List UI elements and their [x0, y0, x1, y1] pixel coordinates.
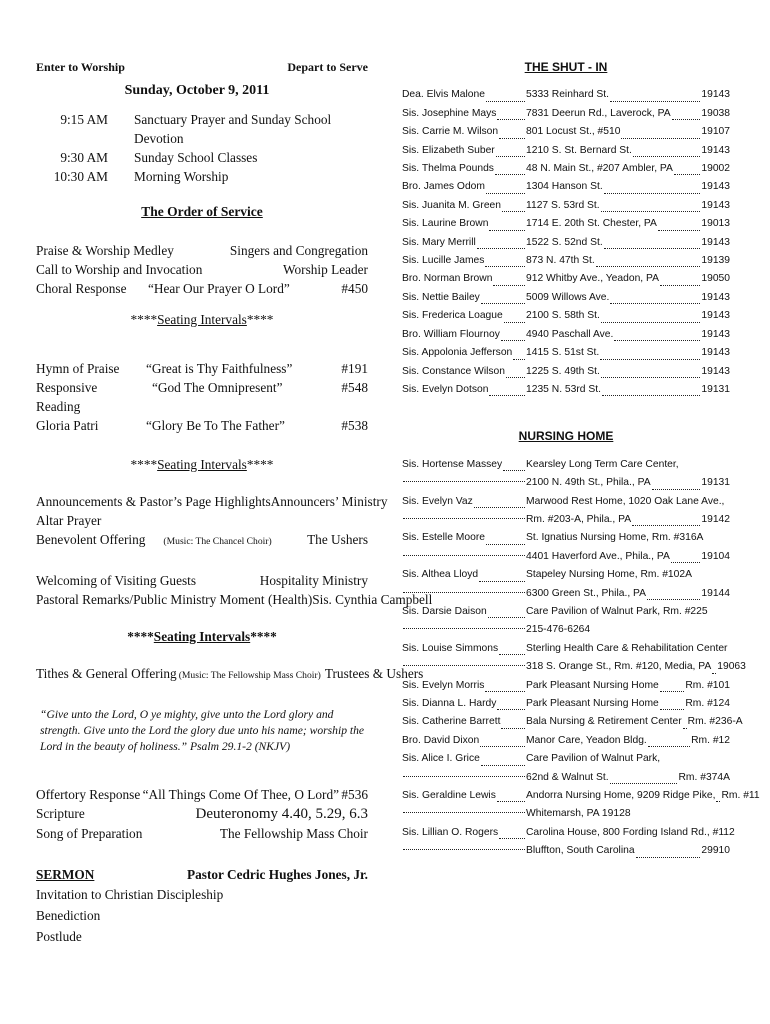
list-item	[402, 474, 730, 492]
member-zip: 19143	[701, 347, 730, 359]
member-zip: 19144	[701, 587, 730, 599]
bulletin-header	[36, 58, 368, 77]
member-zip: 19143	[701, 365, 730, 377]
member-zip: Rm. #374A	[678, 771, 730, 783]
list-item	[402, 215, 730, 233]
list-item	[402, 750, 730, 768]
member-zip: 19038	[701, 107, 730, 119]
member-name: Bro. James Odom	[402, 181, 485, 193]
member-address: 1522 S. 52nd St.	[526, 236, 603, 248]
member-address: 62nd & Walnut St.	[526, 771, 609, 783]
member-address: Rm. #203-A, Phila., PA	[526, 513, 632, 525]
list-item	[402, 307, 730, 325]
program-item: Hymn of Praise “Great is Thy Faithfulness” #191	[36, 361, 368, 376]
member-address: 1304 Hanson St.	[526, 181, 603, 193]
member-address: 1127 S. 53rd St.	[526, 199, 600, 211]
member-address: Kearsley Long Term Care Center,	[526, 458, 679, 470]
nursing-home-list	[402, 456, 760, 861]
scripture-quote: “Give unto the Lord, O ye mighty, give unto the Lord glory and strength. Give unto the Lord the glory due unto his name; worship the Lord in the beauty of holiness.” Psalm 29.1-2 (NKJV)	[40, 708, 365, 753]
member-address: 5009 Willows Ave.	[526, 291, 610, 303]
list-item	[402, 621, 730, 639]
program-item: Invitation to Christian Discipleship	[36, 887, 224, 902]
shut-in-column	[402, 58, 760, 861]
program-item: Call to Worship and Invocation Worship Leader	[36, 262, 368, 277]
list-item	[402, 511, 730, 529]
order-title: The Order of Service	[141, 204, 263, 219]
list-item	[402, 344, 730, 362]
member-address: 1235 N. 53rd St.	[526, 383, 601, 395]
member-address: Park Pleasant Nursing Home	[526, 679, 659, 691]
list-item	[402, 787, 760, 805]
shut-in-list	[402, 86, 730, 399]
member-address: 318 S. Orange St., Rm. #120, Media, PA	[526, 661, 712, 673]
member-name: Sis. Lucille James	[402, 255, 485, 267]
member-address: Stapeley Nursing Home, Rm. #102A	[526, 569, 692, 581]
member-name: Sis. Evelyn Vaz	[402, 495, 473, 507]
member-zip: 19131	[701, 477, 730, 489]
seating-interval: ****Seating Intervals****	[127, 629, 277, 644]
list-item	[402, 197, 730, 215]
member-name: Sis. Geraldine Lewis	[402, 790, 496, 802]
program-item: Song of Preparation The Fellowship Mass Choir	[36, 826, 368, 841]
member-name: Sis. Thelma Pounds	[402, 163, 494, 175]
schedule-time: 10:30 AM	[53, 169, 108, 184]
member-zip: Rm. #12	[691, 734, 730, 746]
member-name: Sis. Darsie Daison	[402, 605, 487, 617]
list-item	[402, 805, 730, 823]
member-name: Sis. Louise Simmons	[402, 642, 499, 654]
member-zip: 19143	[701, 328, 730, 340]
member-zip: 19139	[701, 255, 730, 267]
list-item	[402, 252, 730, 270]
member-address: 48 N. Main St., #207 Ambler, PA	[526, 163, 673, 175]
list-item	[402, 363, 730, 381]
member-name: Sis. Frederica Loague	[402, 310, 503, 322]
schedule-time: 9:30 AM	[60, 150, 108, 165]
member-zip: 19143	[701, 89, 730, 101]
seating-interval: ****Seating Intervals****	[130, 457, 274, 472]
member-name: Sis. Catherine Barrett	[402, 716, 501, 728]
member-zip: 19107	[701, 126, 730, 138]
member-zip: 19002	[701, 163, 730, 175]
program-item: Announcements & Pastor’s Page Highlights Announcers’ Ministry	[36, 494, 388, 509]
service-date: Sunday, October 9, 2011	[124, 83, 270, 98]
member-name: Bro. William Flournoy	[402, 328, 500, 340]
list-item	[402, 658, 746, 676]
enter-to-worship: Enter to Worship	[36, 60, 125, 74]
member-address: 873 N. 47th St.	[526, 255, 595, 267]
member-name: Sis. Estelle Moore	[402, 532, 485, 544]
member-name: Sis. Juanita M. Green	[402, 199, 502, 211]
list-item	[402, 178, 730, 196]
member-name: Dea. Elvis Malone	[402, 89, 485, 101]
member-zip: 19143	[701, 291, 730, 303]
member-address: 1225 S. 49th St.	[526, 365, 600, 377]
member-address: 6300 Green St., Phila., PA	[526, 587, 647, 599]
seating-interval: ****Seating Intervals****	[130, 312, 274, 327]
member-address: 912 Whitby Ave., Yeadon, PA	[526, 273, 660, 285]
program-item: Altar Prayer	[36, 513, 102, 528]
member-address: Marwood Rest Home, 1020 Oak Lane Ave.,	[526, 495, 725, 507]
member-address: 801 Locust St., #510	[526, 126, 621, 138]
member-address: 215-476-6264	[526, 624, 591, 636]
member-address: Care Pavilion of Walnut Park,	[526, 753, 661, 765]
list-item	[402, 824, 735, 842]
list-item	[402, 713, 743, 731]
member-address: Andorra Nursing Home, 9209 Ridge Pike,	[526, 790, 716, 802]
member-zip: 19143	[701, 236, 730, 248]
program-item: Responsive Reading “God The Omnipresent” #548	[36, 380, 368, 414]
program-item: Scripture Deuteronomy 4.40, 5.29, 6.3	[36, 806, 368, 822]
member-address: Carolina House, 800 Fording Island Rd., #112	[526, 826, 735, 838]
member-name: Sis. Evelyn Morris	[402, 679, 485, 691]
list-item	[402, 585, 730, 603]
sermon-line: SERMON Pastor Cedric Hughes Jones, Jr.	[36, 867, 368, 882]
member-name: Sis. Dianna L. Hardy	[402, 698, 497, 709]
member-name: Bro. Norman Brown	[402, 273, 493, 285]
member-name: Sis. Hortense Massey	[402, 458, 503, 470]
list-item	[402, 381, 730, 399]
member-zip: 19013	[701, 218, 730, 230]
member-zip: Rm. #124	[685, 698, 730, 709]
member-name: Sis. Nettie Bailey	[402, 291, 480, 303]
list-item	[402, 234, 730, 252]
program-item: Benevolent Offering (Music: The Chancel Choir) The Ushers	[36, 532, 368, 547]
list-item	[402, 142, 730, 160]
member-address: St. Ignatius Nursing Home, Rm. #316A	[526, 532, 704, 544]
list-item	[402, 677, 730, 695]
member-zip: 19063	[717, 661, 746, 673]
member-address: 1210 S. St. Bernard St.	[526, 144, 632, 156]
list-item	[402, 105, 730, 123]
list-item	[402, 548, 730, 566]
member-address: Care Pavilion of Walnut Park, Rm. #225	[526, 605, 708, 617]
schedule-event: Sunday School Classes	[134, 150, 258, 165]
list-item	[402, 493, 730, 511]
list-item	[402, 270, 730, 288]
member-address: Park Pleasant Nursing Home	[526, 698, 659, 709]
member-zip: 19142	[701, 513, 730, 525]
member-zip: Rm. #101	[685, 679, 730, 691]
member-address: Bala Nursing & Retirement Center	[526, 716, 682, 728]
shut-in-title: THE SHUT - IN	[524, 60, 608, 74]
member-name: Sis. Lillian O. Rogers	[402, 826, 499, 838]
program-item: Benediction	[36, 908, 101, 923]
member-address: 4401 Haverford Ave., Phila., PA	[526, 550, 670, 562]
list-item	[402, 456, 730, 474]
program-item: Pastoral Remarks/Public Ministry Moment (Health) Sis. Cynthia Campbell	[36, 592, 433, 607]
list-item	[402, 123, 730, 141]
member-address: 2100 S. 58th St.	[526, 310, 600, 322]
member-zip: Rm. #11	[721, 790, 760, 802]
member-zip: 19050	[701, 273, 730, 285]
program-item: Choral Response “Hear Our Prayer O Lord” #450	[36, 281, 368, 296]
schedule-event: Sanctuary Prayer and Sunday School Devotion	[134, 112, 332, 146]
list-item	[402, 769, 730, 787]
member-name: Sis. Appolonia Jefferson	[402, 347, 513, 359]
member-address: 7831 Deerun Rd., Laverock, PA	[526, 107, 671, 119]
member-zip: 19143	[701, 310, 730, 322]
member-name: Sis. Constance Wilson	[402, 365, 506, 377]
list-item	[402, 842, 730, 860]
list-item	[402, 566, 730, 584]
member-address: 5333 Reinhard St.	[526, 89, 610, 101]
list-item	[402, 160, 730, 178]
member-name: Sis. Mary Merrill	[402, 236, 476, 248]
member-address: 1714 E. 20th St. Chester, PA	[526, 218, 657, 230]
member-address: 1415 S. 51st St.	[526, 347, 600, 359]
schedule-event: Morning Worship	[134, 169, 229, 184]
program-item: Welcoming of Visiting Guests Hospitality Ministry	[36, 573, 368, 588]
member-zip: Rm. #236-A	[687, 716, 743, 728]
member-zip: 29910	[701, 845, 730, 857]
member-name: Sis. Carrie M. Wilson	[402, 126, 499, 138]
member-name: Sis. Laurine Brown	[402, 218, 489, 230]
list-item	[402, 289, 730, 307]
member-name: Sis. Josephine Mays	[402, 107, 497, 119]
member-name: Sis. Elizabeth Suber	[402, 144, 495, 156]
member-zip: 19143	[701, 181, 730, 193]
member-name: Bro. David Dixon	[402, 734, 480, 746]
member-zip: 19143	[701, 144, 730, 156]
program-item: Offertory Response “All Things Come Of Thee, O Lord” #536	[36, 787, 368, 802]
schedule-time: 9:15 AM	[60, 112, 108, 127]
list-item	[402, 640, 730, 658]
list-item	[402, 603, 730, 621]
member-address: Bluffton, South Carolina	[526, 845, 635, 857]
list-item	[402, 695, 730, 713]
member-name: Sis. Alice I. Grice	[402, 753, 480, 765]
member-address: Sterling Health Care & Rehabilitation Center	[526, 642, 728, 654]
member-address: Whitemarsh, PA 19128	[526, 808, 631, 820]
program-item: Tithes & General Offering (Music: The Fellowship Mass Choir) Trustees & Ushers	[36, 666, 424, 681]
list-item	[402, 529, 730, 547]
member-zip: 19131	[701, 383, 730, 395]
list-item	[402, 326, 730, 344]
member-zip: 19143	[701, 199, 730, 211]
program-item: Praise & Worship Medley Singers and Congregation	[36, 243, 368, 258]
program-item: Gloria Patri “Glory Be To The Father” #538	[36, 418, 368, 433]
member-address: 4940 Paschall Ave.	[526, 328, 614, 340]
list-item	[402, 86, 730, 104]
depart-to-serve: Depart to Serve	[287, 60, 368, 74]
order-of-service-column	[36, 58, 433, 947]
schedule	[36, 110, 368, 186]
nursing-home-title: NURSING HOME	[518, 429, 614, 444]
member-name: Sis. Althea Lloyd	[402, 569, 479, 581]
member-address: 2100 N. 49th St., Phila., PA	[526, 477, 651, 489]
member-address: Manor Care, Yeadon Bldg.	[526, 734, 647, 746]
program-item: Postlude	[36, 929, 82, 944]
member-name: Sis. Evelyn Dotson	[402, 383, 489, 395]
member-zip: 19104	[701, 550, 730, 562]
list-item	[402, 732, 730, 750]
